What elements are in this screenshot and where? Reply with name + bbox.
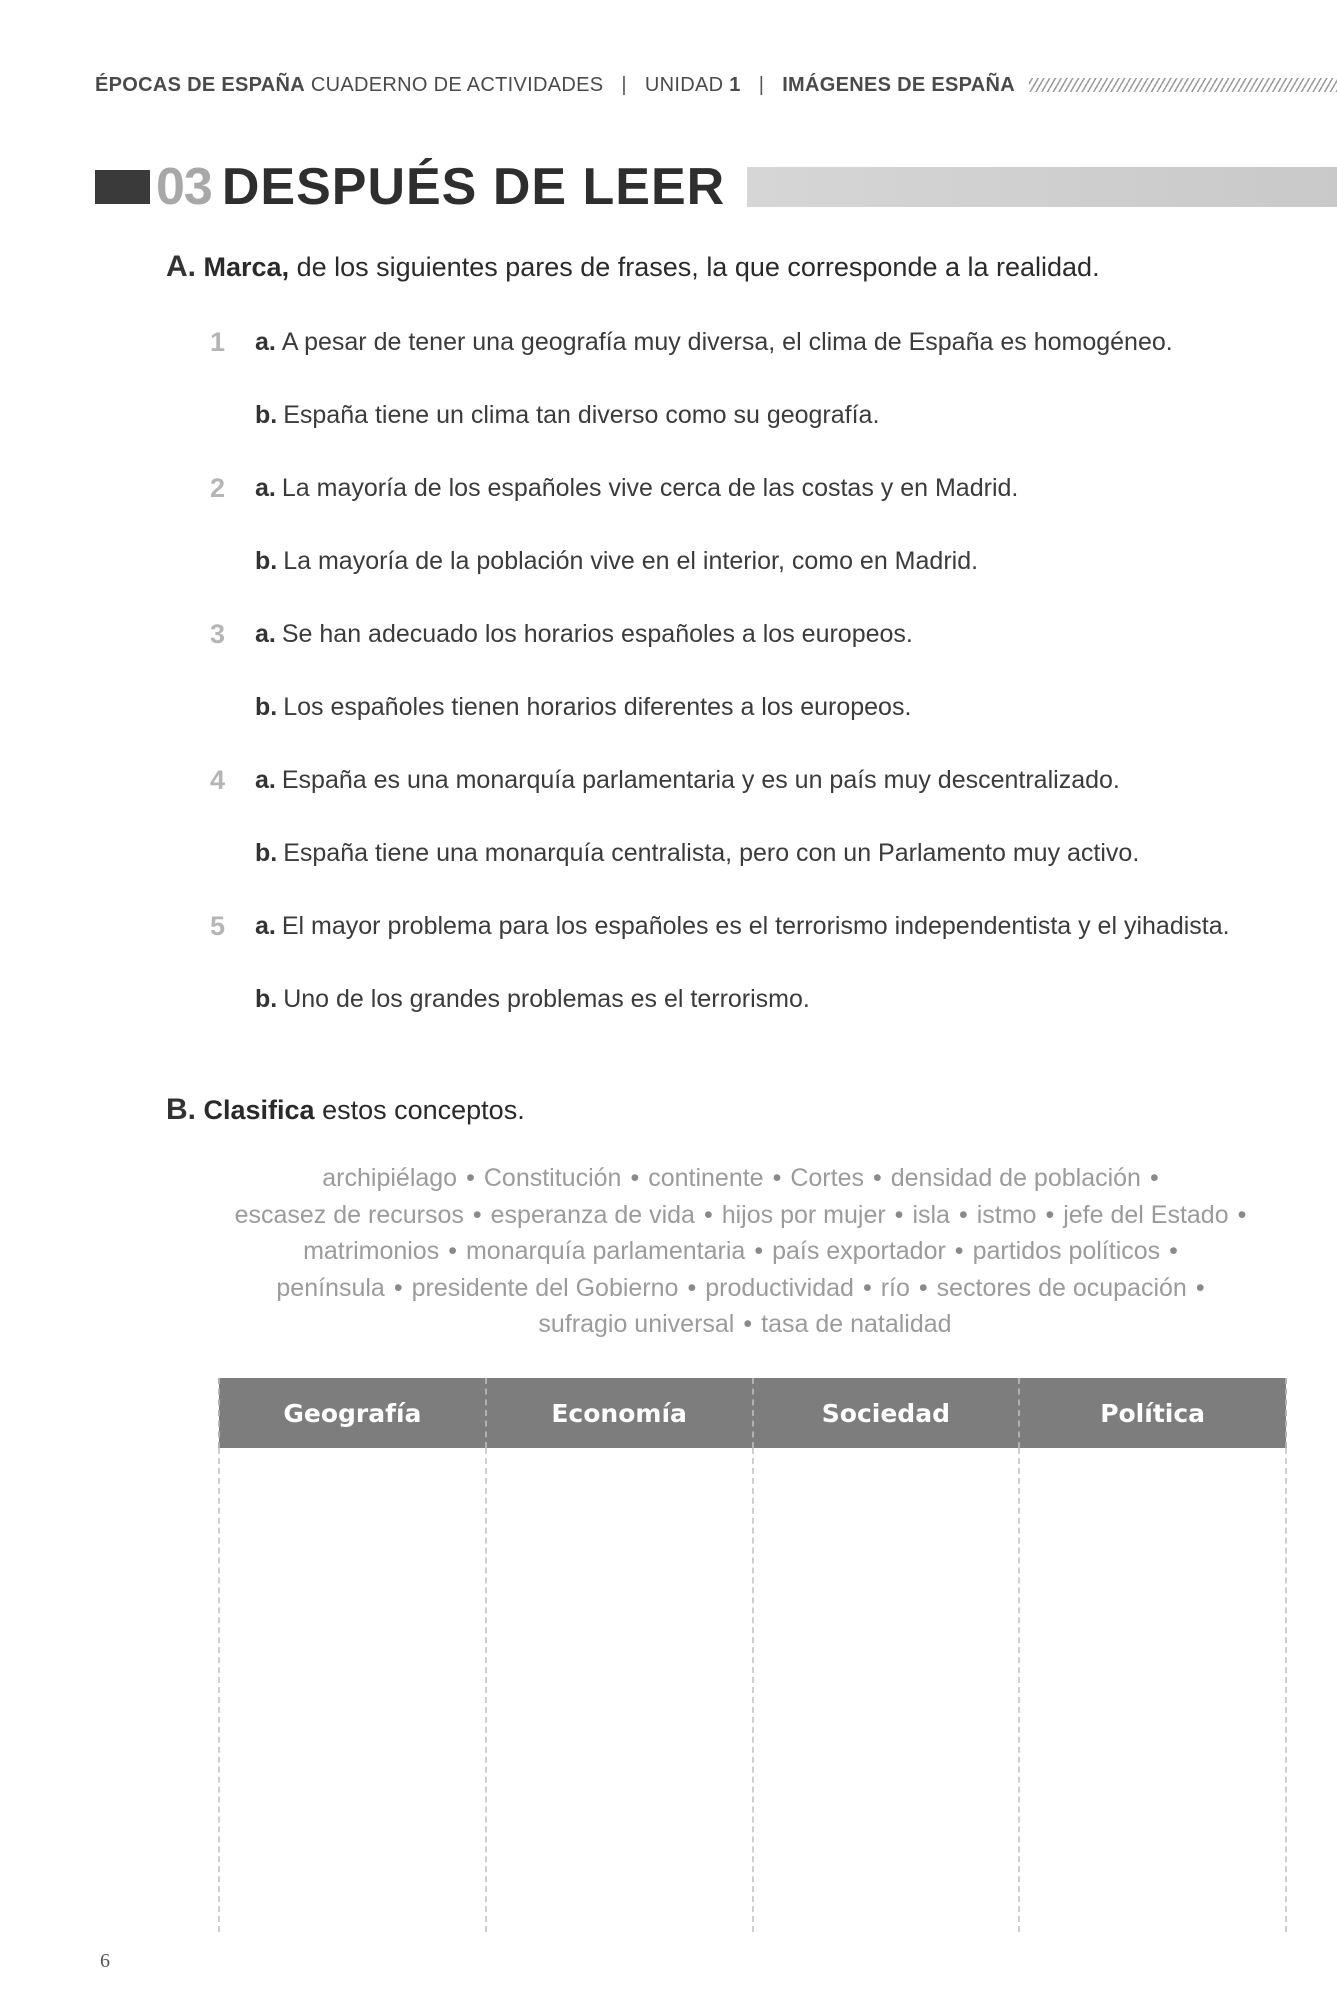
option-text: Los españoles tienen horarios diferentes a los europeos. (283, 692, 912, 721)
concept-term: presidente del Gobierno (411, 1273, 679, 1302)
instruction-a-letter: A. (166, 250, 196, 283)
concept-line (170, 1160, 1320, 1197)
item-5-option-a[interactable] (210, 906, 1230, 946)
bullet-separator: • (466, 1164, 475, 1192)
answer-cell-politica[interactable] (1019, 1448, 1286, 1932)
concept-term: tasa de natalidad (761, 1310, 952, 1338)
item-number: 4 (210, 764, 226, 795)
item-number: 5 (210, 910, 226, 941)
unit-label: UNIDAD (644, 73, 724, 96)
concept-term: partidos políticos (972, 1237, 1161, 1265)
instruction-a (166, 250, 1100, 284)
bullet-separator: • (862, 1273, 872, 1302)
concept-term: continente (648, 1164, 764, 1192)
item-number: 1 (210, 326, 226, 357)
bullet-separator: • (687, 1273, 697, 1302)
header-separator: | (758, 73, 765, 96)
item-4-option-b[interactable] (210, 833, 1139, 873)
column-header-economia: Economía (486, 1378, 753, 1448)
instruction-b-text: estos conceptos. (314, 1095, 525, 1125)
instruction-b-letter: B. (166, 1093, 196, 1126)
option-label: a. (255, 911, 276, 940)
column-header-politica: Política (1019, 1378, 1286, 1448)
section-number: 03 (156, 158, 212, 216)
concept-line (170, 1306, 1320, 1343)
unit-number: 1 (729, 73, 741, 96)
concept-term: esperanza de vida (490, 1200, 695, 1229)
bullet-separator: • (393, 1273, 403, 1302)
answer-cell-geografia[interactable] (219, 1448, 486, 1932)
option-text: España tiene un clima tan diverso como su geografía. (283, 400, 880, 429)
item-number: 3 (210, 618, 226, 649)
item-number: 2 (210, 472, 226, 503)
option-text: El mayor problema para los españoles es el terrorismo independentista y el yihadista. (281, 911, 1230, 940)
section-title: DESPUÉS DE LEER (221, 158, 726, 216)
option-text: España es una monarquía parlamentaria y es un país muy descentralizado. (281, 765, 1120, 794)
concept-term: Cortes (790, 1164, 864, 1192)
section-square-marker (95, 170, 150, 204)
instruction-b-verb: Clasifica (203, 1095, 315, 1125)
classification-table (218, 1378, 1287, 1932)
option-label: a. (255, 327, 276, 356)
concept-term: monarquía parlamentaria (465, 1237, 746, 1265)
instruction-b (166, 1093, 525, 1127)
concept-term: archipiélago (322, 1164, 458, 1192)
bullet-separator: • (743, 1310, 753, 1338)
instruction-a-text: de los siguientes pares de frases, la que corresponde a la realidad. (289, 252, 1100, 282)
option-label: b. (255, 984, 278, 1013)
answer-cell-sociedad[interactable] (753, 1448, 1020, 1932)
option-text: Uno de los grandes problemas es el terrorismo. (283, 984, 810, 1013)
page-number: 6 (100, 1950, 110, 1972)
concept-term: sufragio universal (538, 1310, 735, 1338)
concept-term: escasez de recursos (234, 1200, 464, 1229)
concept-line (170, 1270, 1320, 1307)
item-3-option-a[interactable] (210, 614, 913, 654)
section-title-bar (747, 167, 1337, 207)
item-1-option-b[interactable] (210, 395, 879, 435)
bullet-separator: • (630, 1164, 640, 1192)
item-5-option-b[interactable] (210, 979, 810, 1019)
bullet-separator: • (1149, 1164, 1159, 1192)
bullet-separator: • (954, 1237, 964, 1265)
item-4-option-a[interactable] (210, 760, 1120, 800)
bullet-separator: • (1169, 1237, 1178, 1265)
concept-term: país exportador (772, 1237, 946, 1265)
concept-term: productividad (705, 1273, 854, 1302)
bullet-separator: • (872, 1164, 882, 1192)
option-text: A pesar de tener una geografía muy diversa, el clima de España es homogéneo. (281, 327, 1173, 356)
option-label: b. (255, 546, 278, 575)
concept-word-bank (170, 1160, 1320, 1343)
bullet-separator: • (754, 1237, 764, 1265)
option-label: b. (255, 838, 278, 867)
concept-term: hijos por mujer (721, 1200, 886, 1229)
bullet-separator: • (772, 1164, 782, 1192)
header-hatch-decoration (1029, 78, 1337, 92)
instruction-a-verb: Marca, (203, 252, 290, 282)
column-header-geografia: Geografía (219, 1378, 486, 1448)
concept-term: Constitución (483, 1164, 622, 1192)
bullet-separator: • (703, 1200, 713, 1229)
concept-term: matrimonios (303, 1237, 440, 1265)
bullet-separator: • (958, 1200, 968, 1229)
concept-term: jefe del Estado (1063, 1200, 1229, 1229)
option-label: a. (255, 473, 276, 502)
option-label: a. (255, 765, 276, 794)
concept-term: istmo (976, 1200, 1037, 1229)
item-3-option-b[interactable] (210, 687, 911, 727)
item-2-option-a[interactable] (210, 468, 1018, 508)
concept-line (170, 1197, 1320, 1234)
option-label: a. (255, 619, 276, 648)
concept-line (170, 1233, 1320, 1270)
option-label: b. (255, 400, 278, 429)
concept-term: isla (912, 1200, 950, 1229)
bullet-separator: • (1045, 1200, 1055, 1229)
book-title-bold: ÉPOCAS DE ESPAÑA (95, 73, 306, 96)
bullet-separator: • (1195, 1273, 1205, 1302)
bullet-separator: • (1237, 1200, 1247, 1229)
option-text: La mayoría de la población vive en el interior, como en Madrid. (283, 546, 979, 575)
option-label: b. (255, 692, 278, 721)
column-header-sociedad: Sociedad (753, 1378, 1020, 1448)
option-text: Se han adecuado los horarios españoles a los europeos. (281, 619, 913, 648)
bullet-separator: • (472, 1200, 482, 1229)
option-text: La mayoría de los españoles vive cerca de las costas y en Madrid. (281, 473, 1019, 502)
concept-term: sectores de ocupación (936, 1273, 1187, 1302)
concept-term: península (276, 1273, 385, 1302)
unit-title: IMÁGENES DE ESPAÑA (782, 73, 1016, 96)
option-text: España tiene una monarquía centralista, pero con un Parlamento muy activo. (283, 838, 1140, 867)
running-header (95, 70, 1337, 100)
section-heading (95, 160, 1337, 214)
header-separator: | (621, 73, 627, 96)
answer-cell-economia[interactable] (486, 1448, 753, 1932)
book-subtitle: CUADERNO DE ACTIVIDADES (310, 73, 604, 96)
item-2-option-b[interactable] (210, 541, 978, 581)
concept-term: río (880, 1273, 910, 1302)
bullet-separator: • (448, 1237, 457, 1265)
bullet-separator: • (894, 1200, 904, 1229)
bullet-separator: • (918, 1273, 928, 1302)
item-1-option-a[interactable] (210, 322, 1173, 362)
concept-term: densidad de población (890, 1164, 1141, 1192)
